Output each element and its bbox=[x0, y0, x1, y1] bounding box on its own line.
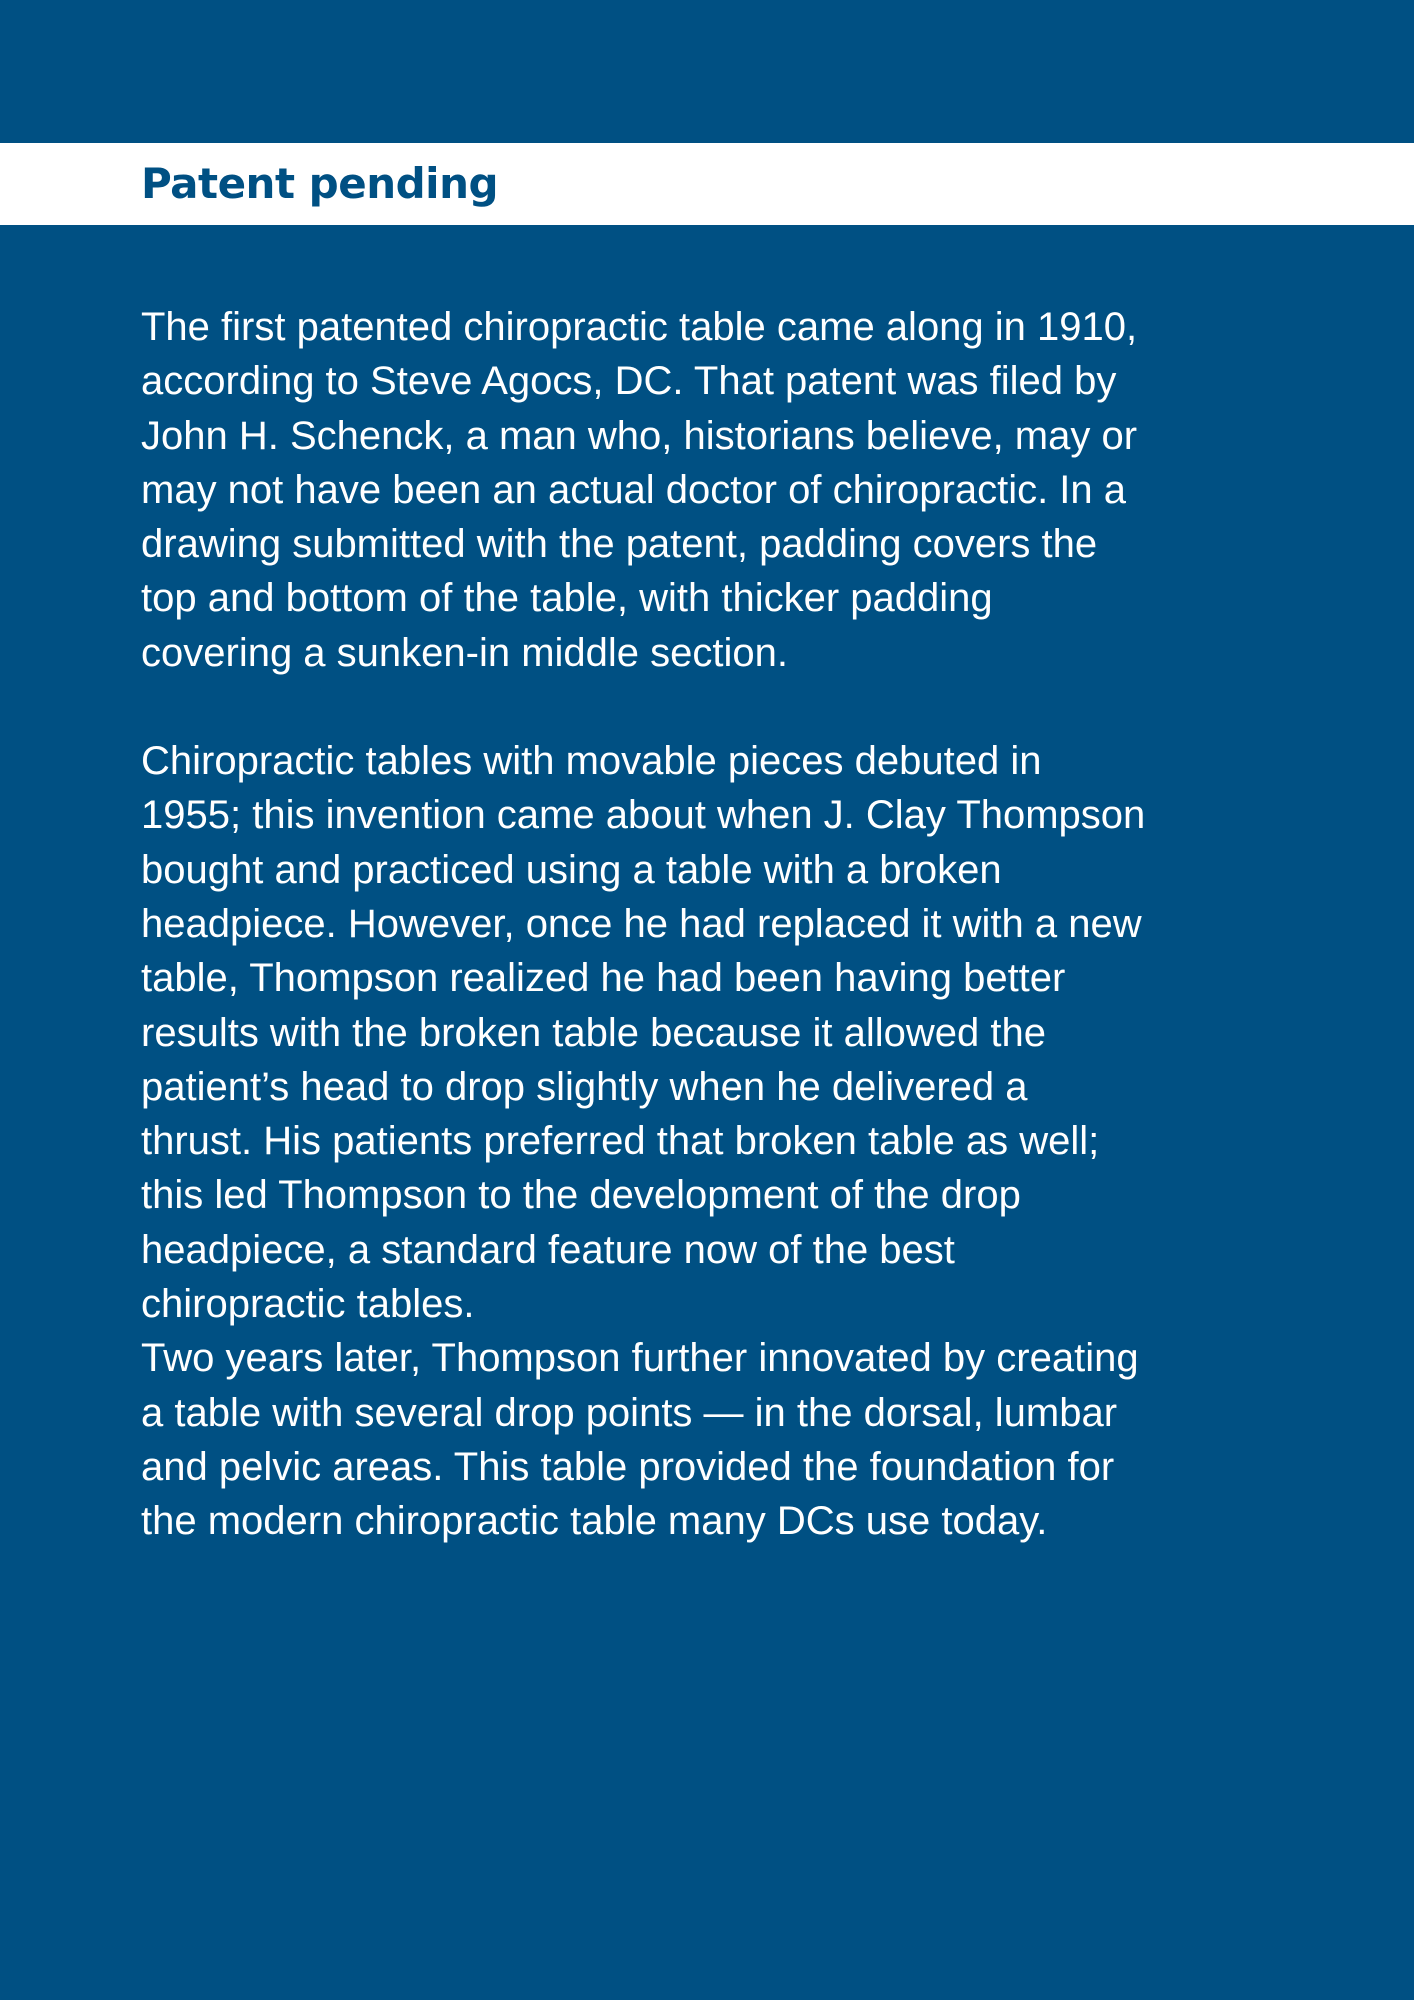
article-body bbox=[141, 300, 1281, 1549]
paragraph-gap bbox=[141, 680, 1281, 734]
paragraph-first-patent: The first patented chiropractic table came along in 1910, according to Steve Agocs, DC. That patent was filed by John H. Schenck, a man who, historians believe, may or may not have been an actual doctor of chiropractic. In a drawing submitted with the patent, padding covers the top and bottom of the table, with thicker padding covering a sunken-in middle section. bbox=[141, 305, 1138, 675]
section-title: Patent pending bbox=[141, 159, 499, 208]
paragraph-movable-pieces: Chiropractic tables with movable pieces debuted in 1955; this invention came about when J. Clay Thompson bought and practiced using a table with a broken headpiece. However, once he had replaced it with a new table, Thompson realized he had been having better results with the broken table because it allowed the patient’s head to drop slightly when he delivered a thrust. His patients preferred that broken table as well; this led Thompson to the development of the drop headpiece, a standard feature now of the best chiropractic tables. bbox=[141, 739, 1146, 1327]
paragraph-drop-points: Two years later, Thompson further innovated by creating a table with several drop points — in the dorsal, lumbar and pelvic areas. This table provided the foundation for the modern chiropractic table many DCs use today. bbox=[141, 1336, 1139, 1544]
